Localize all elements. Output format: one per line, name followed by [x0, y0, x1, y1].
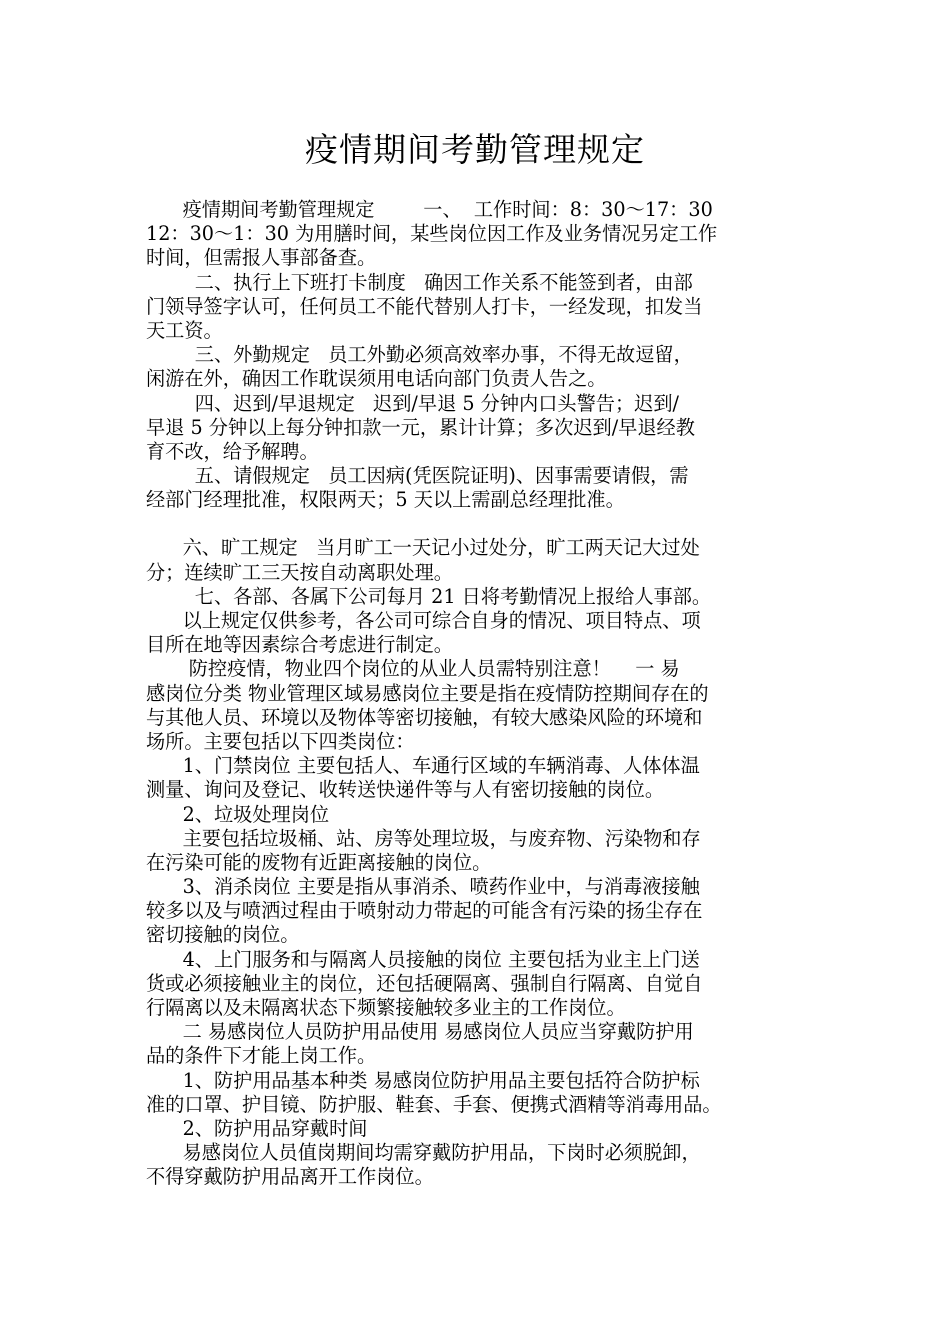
text-line: 与其他人员、环境以及物体等密切接触，有较大感染风险的环境和 [146, 705, 703, 729]
text-line: 4、上门服务和与隔离人员接触的岗位 主要包括为业主上门送 [146, 947, 700, 971]
text-line: 货或必须接触业主的岗位，还包括硬隔离、强制自行隔离、自觉自 [146, 971, 703, 995]
text-line: 天工资。 [146, 318, 223, 342]
text-line: 门领导签字认可，任何员工不能代替别人打卡，一经发现，扣发当 [146, 294, 703, 318]
text-line: 目所在地等因素综合考虑进行制定。 [146, 633, 453, 657]
text-line: 测量、询问及登记、收转送快递件等与人有密切接触的岗位。 [146, 778, 665, 802]
text-line: 品的条件下才能上岗工作。 [146, 1044, 377, 1068]
text-line: 准的口罩、护目镜、防护服、鞋套、手套、便携式酒精等消毒用品。 [146, 1092, 722, 1116]
text-line: 五、请假规定 员工因病(凭医院证明)、因事需要请假，需 [146, 464, 689, 488]
text-line: 三、外勤规定 员工外勤必须高效率办事，不得无故逗留， [146, 343, 693, 367]
text-line: 不得穿戴防护用品离开工作岗位。 [146, 1165, 434, 1189]
text-line: 在污染可能的废物有近距离接触的岗位。 [146, 850, 492, 874]
text-line: 二、执行上下班打卡制度 确因工作关系不能签到者，由部 [146, 270, 693, 294]
text-line: 密切接触的岗位。 [146, 923, 300, 947]
text-line: 闲游在外，确因工作耽误须用电话向部门负责人告之。 [146, 367, 607, 391]
document-body [146, 198, 810, 1190]
text-line: 1、防护用品基本种类 易感岗位防护用品主要包括符合防护标 [146, 1068, 700, 1092]
text-line: 时间，但需报人事部备查。 [146, 246, 377, 270]
text-line: 1、门禁岗位 主要包括人、车通行区域的车辆消毒、人体体温 [146, 754, 700, 778]
text-line: 感岗位分类 物业管理区域易感岗位主要是指在疫情防控期间存在的 [146, 681, 709, 705]
document-title: 疫情期间考勤管理规定 [305, 130, 645, 169]
text-line: 12：30～1：30 为用膳时间，某些岗位因工作及业务情况另定工作 [146, 222, 718, 246]
text-line: 防控疫情，物业四个岗位的从业人员需特别注意！ 一 易 [146, 657, 680, 681]
text-line: 2、防护用品穿戴时间 [146, 1116, 368, 1140]
text-line: 2、垃圾处理岗位 [146, 802, 330, 826]
text-line: 以上规定仅供参考，各公司可综合自身的情况、项目特点、项 [146, 609, 701, 632]
text-line: 较多以及与喷洒过程由于喷射动力带起的可能含有污染的扬尘存在 [146, 899, 703, 923]
text-line: 六、旷工规定 当月旷工一天记小过处分，旷工两天记大过处 [146, 536, 700, 560]
text-line: 疫情期间考勤管理规定 一、 工作时间：8：30～17：30 [146, 198, 713, 221]
text-line: 易感岗位人员值岗期间均需穿戴防护用品，下岗时必须脱卸， [146, 1141, 701, 1165]
blank-line [146, 512, 810, 536]
text-line: 七、各部、各属下公司每月 21 日将考勤情况上报给人事部。 [146, 584, 712, 608]
text-line: 分；连续旷工三天按自动离职处理。 [146, 560, 453, 584]
text-line: 经部门经理批准，权限两天；5 天以上需副总经理批准。 [146, 488, 625, 512]
text-line: 育不改，给予解聘。 [146, 439, 319, 463]
text-line: 四、迟到/早退规定 迟到/早退 5 分钟内口头警告；迟到/ [146, 391, 680, 415]
text-line: 行隔离以及未隔离状态下频繁接触较多业主的工作岗位。 [146, 996, 626, 1019]
text-line: 主要包括垃圾桶、站、房等处理垃圾，与废弃物、污染物和存 [146, 826, 701, 850]
text-line: 早退 5 分钟以上每分钟扣款一元，累计计算；多次迟到/早退经教 [146, 415, 695, 439]
text-line: 3、消杀岗位 主要是指从事消杀、喷药作业中，与消毒液接触 [146, 875, 700, 899]
text-line: 场所。主要包括以下四类岗位： [146, 729, 415, 753]
text-line: 二 易感岗位人员防护用品使用 易感岗位人员应当穿戴防护用 [146, 1020, 694, 1044]
